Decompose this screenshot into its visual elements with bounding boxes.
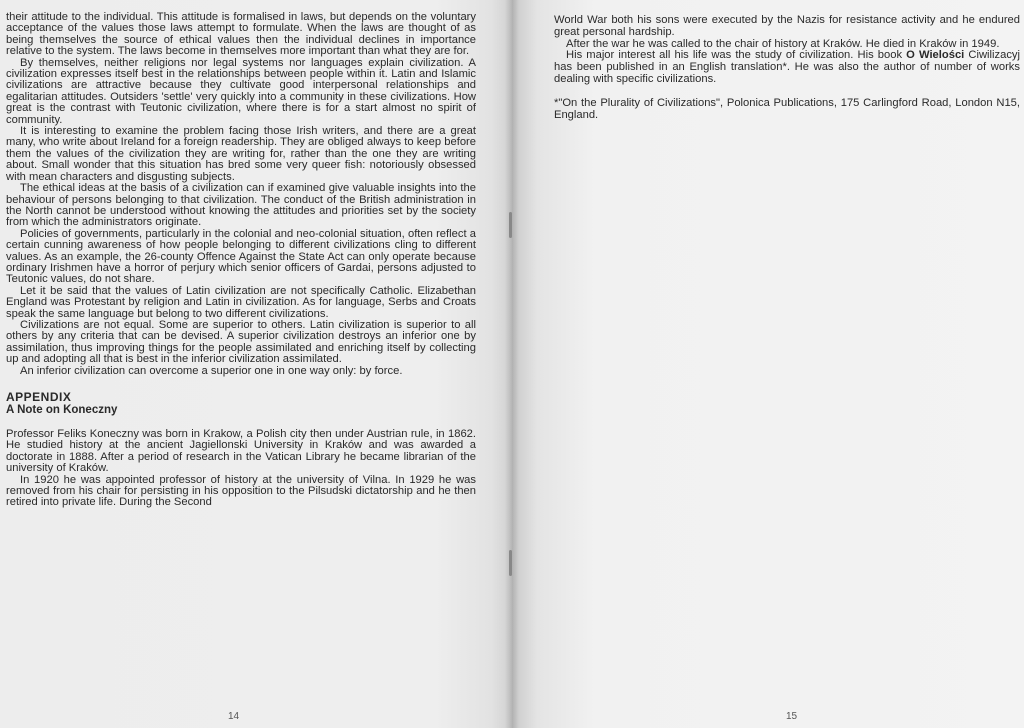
appendix-subtitle: A Note on Koneczny bbox=[6, 404, 118, 416]
page-number-left: 14 bbox=[228, 711, 240, 722]
book-title: O Wielości bbox=[906, 49, 965, 62]
paragraph: Let it be said that the values of Latin civilization are not specifically Catholic. Elizabethan England was Protestant by religion and Latin in civilization. As for language, Serbs and Croats speak the same language but belong to two different civilizations. bbox=[6, 284, 476, 320]
paragraph: The ethical ideas at the basis of a civilization can if examined give valuable insights into the behaviour of persons belonging to that civilization. The conduct of the British administration in the North cannot be understood without knowing the attitudes and priorities set by the society from which the administrators originate. bbox=[6, 182, 476, 229]
paragraph: An inferior civilization can overcome a superior one in one way only: by force. bbox=[20, 364, 403, 377]
paragraph: After the war he was called to the chair of history at Kraków. He died in Kraków in 1949. bbox=[566, 37, 1000, 50]
paragraph: Civilizations are not equal. Some are superior to others. Latin civilization is superior to all others by any criteria that can be devised. A superior civilization destroys an inferior one by assimilation, thus improving things for the people assimilated and enriching itself by collecting up and adopting all that is best in the inferior civilization assimilated. bbox=[6, 318, 476, 366]
paragraph: It is interesting to examine the problem facing those Irish writers, and there are a great many, who write about Ireland for a foreign readership. They are obliged always to keep before them the values of the civilization they are writing for, rather than the one they are writing about. Small wonder that this situation has bred some very queer fish: notoriously obsessed with mean characters and disgusting subjects. bbox=[6, 125, 476, 183]
page-number-right: 15 bbox=[786, 711, 798, 722]
paragraph: Policies of governments, particularly in the colonial and neo-colonial situation, often reflect a certain cunning awareness of how people belonging to different civilizations cling to different values. As an example, the 26-county Offence Against the State Act can only operate because ordinary Irishmen have a horror of perjury which senior officers of Gardai, persons adjusted to Teutonic values, do not share. bbox=[6, 227, 476, 286]
paragraph-text: Ciwilizacyj has been published in an English translation*. He was also the author of number of works dealing with specific civilizations. bbox=[554, 49, 1020, 85]
paragraph-text: His major interest all his life was the study of civilization. His book bbox=[566, 49, 907, 62]
left-body-text bbox=[6, 12, 476, 509]
paragraph: By themselves, neither religions nor legal systems nor languages explain civilization. A civilization expresses itself best in the relationships between people within it. Latin and Islamic civilizations are attractive because they cultivate good interpersonal relationships and egalitarian attitudes. Outsiders 'settle' very quickly into a community in these civilizations. How great is the contrast with Teutonic civilization, where there is for a start almost no spirit of community. bbox=[6, 56, 476, 126]
appendix-title: APPENDIX bbox=[6, 390, 72, 404]
footnote: *"On the Plurality of Civilizations", Polonica Publications, 175 Carlingford Road, London N15, England. bbox=[554, 96, 1020, 121]
paragraph: their attitude to the individual. This attitude is formalised in laws, but depends on the voluntary acceptance of the values those laws attempt to formulate. When the laws are thought of as being themselves the source of ethical values then the individual declines in importance relative to the system. The laws become in themselves more important than what they are for. bbox=[6, 11, 476, 58]
paragraph bbox=[554, 50, 1020, 85]
paragraph: In 1920 he was appointed professor of history at the university of Vilna. In 1929 he was removed from his chair for persisting in his opposition to the Pilsudski dictatorship and he then retired into private life. During the Second bbox=[6, 473, 476, 509]
paragraph: World War both his sons were executed by the Nazis for resistance activity and he endured great personal hardship. bbox=[554, 14, 1020, 38]
right-page bbox=[512, 0, 1024, 728]
paragraph: Professor Feliks Koneczny was born in Krakow, a Polish city then under Austrian rule, in 1862. He studied history at the ancient Jagiellonski University in Kraków and was awarded a doctorate in 1888. After a period of research in the Vatican Library he became librarian of the university of Kraków. bbox=[6, 428, 476, 475]
staple bbox=[509, 212, 512, 238]
staple bbox=[509, 550, 512, 576]
book-gutter bbox=[505, 0, 519, 728]
